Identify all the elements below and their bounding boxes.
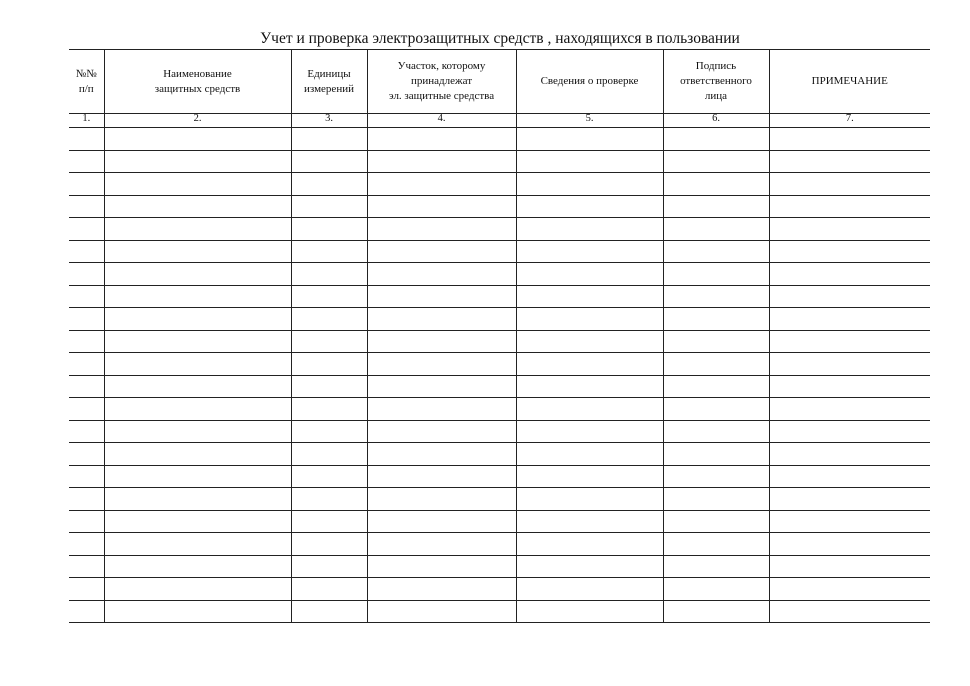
table-cell[interactable] (663, 353, 769, 376)
table-cell[interactable] (516, 173, 663, 196)
table-cell[interactable] (516, 263, 663, 286)
table-cell[interactable] (769, 510, 930, 533)
table-cell[interactable] (367, 173, 516, 196)
table-cell[interactable] (663, 240, 769, 263)
table-cell[interactable] (69, 465, 104, 488)
column-header-units: Единицы измерений (291, 50, 367, 114)
register-table-container (69, 49, 930, 623)
table-cell[interactable] (663, 150, 769, 173)
table-cell[interactable] (104, 465, 291, 488)
table-cell[interactable] (367, 218, 516, 241)
table-row (69, 443, 930, 466)
table-cell[interactable] (367, 578, 516, 601)
table-cell[interactable] (291, 533, 367, 556)
table-cell[interactable] (291, 128, 367, 151)
register-table (69, 49, 930, 623)
table-cell[interactable] (516, 285, 663, 308)
table-cell[interactable] (769, 465, 930, 488)
table-cell[interactable] (663, 488, 769, 511)
table-cell[interactable] (769, 353, 930, 376)
table-row (69, 600, 930, 623)
table-cell[interactable] (69, 195, 104, 218)
table-cell[interactable] (367, 443, 516, 466)
table-cell[interactable] (104, 353, 291, 376)
table-cell[interactable] (516, 398, 663, 421)
table-cell[interactable] (516, 555, 663, 578)
table-row (69, 218, 930, 241)
table-cell[interactable] (291, 555, 367, 578)
table-cell[interactable] (769, 308, 930, 331)
table-row (69, 555, 930, 578)
table-cell[interactable] (104, 330, 291, 353)
table-cell[interactable] (69, 510, 104, 533)
column-header-signature: Подпись ответственного лица (663, 50, 769, 114)
table-cell[interactable] (663, 308, 769, 331)
table-row (69, 465, 930, 488)
table-cell[interactable] (69, 150, 104, 173)
table-cell[interactable] (769, 218, 930, 241)
table-cell[interactable] (769, 398, 930, 421)
table-row (69, 128, 930, 151)
column-number-7: 7. (769, 114, 930, 128)
table-cell[interactable] (769, 173, 930, 196)
table-cell[interactable] (663, 195, 769, 218)
table-cell[interactable] (367, 150, 516, 173)
table-cell[interactable] (663, 600, 769, 623)
table-cell[interactable] (291, 285, 367, 308)
table-cell[interactable] (516, 533, 663, 556)
table-row (69, 533, 930, 556)
table-cell[interactable] (291, 150, 367, 173)
table-cell[interactable] (663, 398, 769, 421)
table-cell[interactable] (367, 555, 516, 578)
column-number-5: 5. (516, 114, 663, 128)
table-cell[interactable] (104, 150, 291, 173)
table-row (69, 510, 930, 533)
table-row (69, 308, 930, 331)
table-cell[interactable] (69, 263, 104, 286)
table-cell[interactable] (516, 218, 663, 241)
table-cell[interactable] (291, 240, 367, 263)
table-cell[interactable] (367, 308, 516, 331)
table-row (69, 375, 930, 398)
table-cell[interactable] (291, 443, 367, 466)
table-cell[interactable] (291, 420, 367, 443)
table-cell[interactable] (367, 533, 516, 556)
column-number-1: 1. (69, 114, 104, 128)
table-cell[interactable] (104, 375, 291, 398)
table-cell[interactable] (663, 128, 769, 151)
table-cell[interactable] (291, 375, 367, 398)
table-cell[interactable] (104, 578, 291, 601)
table-cell[interactable] (769, 555, 930, 578)
table-cell[interactable] (104, 488, 291, 511)
table-cell[interactable] (367, 240, 516, 263)
table-cell[interactable] (69, 600, 104, 623)
table-cell[interactable] (367, 600, 516, 623)
table-cell[interactable] (104, 420, 291, 443)
table-cell[interactable] (291, 353, 367, 376)
table-cell[interactable] (104, 263, 291, 286)
table-cell[interactable] (516, 240, 663, 263)
table-cell[interactable] (367, 398, 516, 421)
document-title: Учет и проверка электрозащитных средств , находящихся в пользовании (260, 30, 740, 47)
table-cell[interactable] (367, 285, 516, 308)
table-cell[interactable] (663, 510, 769, 533)
table-cell[interactable] (663, 263, 769, 286)
table-cell[interactable] (367, 128, 516, 151)
table-cell[interactable] (769, 375, 930, 398)
table-row (69, 150, 930, 173)
table-cell[interactable] (663, 555, 769, 578)
table-row (69, 173, 930, 196)
table-cell[interactable] (663, 533, 769, 556)
column-header-name: Наименование защитных средств (104, 50, 291, 114)
table-cell[interactable] (367, 465, 516, 488)
table-cell[interactable] (516, 375, 663, 398)
table-cell[interactable] (69, 308, 104, 331)
table-cell[interactable] (69, 533, 104, 556)
table-cell[interactable] (104, 285, 291, 308)
column-header-number: №№ п/п (69, 50, 104, 114)
table-cell[interactable] (769, 443, 930, 466)
table-row (69, 240, 930, 263)
table-row (69, 398, 930, 421)
table-cell[interactable] (516, 488, 663, 511)
table-cell[interactable] (69, 240, 104, 263)
table-cell[interactable] (769, 600, 930, 623)
table-cell[interactable] (291, 173, 367, 196)
table-cell[interactable] (516, 128, 663, 151)
table-cell[interactable] (69, 128, 104, 151)
table-row (69, 353, 930, 376)
header-row (69, 50, 930, 114)
table-cell[interactable] (69, 555, 104, 578)
table-cell[interactable] (516, 600, 663, 623)
table-cell[interactable] (367, 330, 516, 353)
column-number-6: 6. (663, 114, 769, 128)
table-row (69, 285, 930, 308)
table-cell[interactable] (104, 240, 291, 263)
table-cell[interactable] (663, 218, 769, 241)
table-cell[interactable] (291, 465, 367, 488)
table-cell[interactable] (367, 263, 516, 286)
table-cell[interactable] (291, 600, 367, 623)
table-cell[interactable] (291, 218, 367, 241)
table-cell[interactable] (516, 195, 663, 218)
table-cell[interactable] (769, 330, 930, 353)
table-cell[interactable] (769, 533, 930, 556)
table-cell[interactable] (291, 510, 367, 533)
table-cell[interactable] (291, 195, 367, 218)
column-number-2: 2. (104, 114, 291, 128)
table-cell[interactable] (516, 443, 663, 466)
column-header-note: ПРИМЕЧАНИЕ (769, 50, 930, 114)
table-cell[interactable] (663, 443, 769, 466)
column-number-4: 4. (367, 114, 516, 128)
table-cell[interactable] (69, 218, 104, 241)
table-cell[interactable] (769, 240, 930, 263)
table-row (69, 578, 930, 601)
column-header-section: Участок, которому принадлежат эл. защитные средства (367, 50, 516, 114)
table-cell[interactable] (516, 420, 663, 443)
table-cell[interactable] (367, 353, 516, 376)
table-cell[interactable] (516, 578, 663, 601)
table-cell[interactable] (663, 173, 769, 196)
table-cell[interactable] (516, 308, 663, 331)
table-row (69, 263, 930, 286)
table-cell[interactable] (769, 195, 930, 218)
table-row (69, 488, 930, 511)
table-cell[interactable] (69, 398, 104, 421)
table-cell[interactable] (769, 488, 930, 511)
table-cell[interactable] (291, 398, 367, 421)
table-cell[interactable] (663, 330, 769, 353)
table-cell[interactable] (769, 578, 930, 601)
table-row (69, 195, 930, 218)
table-cell[interactable] (104, 600, 291, 623)
column-number-row (69, 114, 930, 128)
table-cell[interactable] (104, 510, 291, 533)
table-cell[interactable] (663, 578, 769, 601)
table-cell[interactable] (769, 128, 930, 151)
table-cell[interactable] (69, 443, 104, 466)
table-cell[interactable] (291, 263, 367, 286)
table-cell[interactable] (516, 353, 663, 376)
table-cell[interactable] (69, 353, 104, 376)
table-cell[interactable] (69, 375, 104, 398)
column-number-3: 3. (291, 114, 367, 128)
table-cell[interactable] (104, 308, 291, 331)
table-cell[interactable] (104, 398, 291, 421)
table-cell[interactable] (769, 150, 930, 173)
table-cell[interactable] (769, 420, 930, 443)
table-cell[interactable] (104, 443, 291, 466)
table-row (69, 420, 930, 443)
table-cell[interactable] (516, 330, 663, 353)
table-cell[interactable] (104, 195, 291, 218)
table-cell[interactable] (663, 465, 769, 488)
column-header-inspection: Сведения о проверке (516, 50, 663, 114)
table-cell[interactable] (104, 533, 291, 556)
table-cell[interactable] (367, 510, 516, 533)
table-cell[interactable] (69, 330, 104, 353)
table-cell[interactable] (663, 375, 769, 398)
table-cell[interactable] (769, 285, 930, 308)
table-cell[interactable] (104, 173, 291, 196)
table-cell[interactable] (69, 173, 104, 196)
table-cell[interactable] (69, 420, 104, 443)
table-cell[interactable] (516, 150, 663, 173)
table-cell[interactable] (104, 555, 291, 578)
table-cell[interactable] (367, 420, 516, 443)
table-cell[interactable] (367, 375, 516, 398)
table-cell[interactable] (663, 285, 769, 308)
table-cell[interactable] (516, 465, 663, 488)
table-cell[interactable] (663, 420, 769, 443)
table-cell[interactable] (291, 488, 367, 511)
table-cell[interactable] (367, 488, 516, 511)
table-cell[interactable] (291, 308, 367, 331)
table-cell[interactable] (104, 218, 291, 241)
table-cell[interactable] (367, 195, 516, 218)
table-cell[interactable] (769, 263, 930, 286)
table-cell[interactable] (291, 578, 367, 601)
table-cell[interactable] (69, 578, 104, 601)
table-cell[interactable] (69, 285, 104, 308)
table-row (69, 330, 930, 353)
table-cell[interactable] (516, 510, 663, 533)
table-cell[interactable] (104, 128, 291, 151)
table-cell[interactable] (291, 330, 367, 353)
table-cell[interactable] (69, 488, 104, 511)
